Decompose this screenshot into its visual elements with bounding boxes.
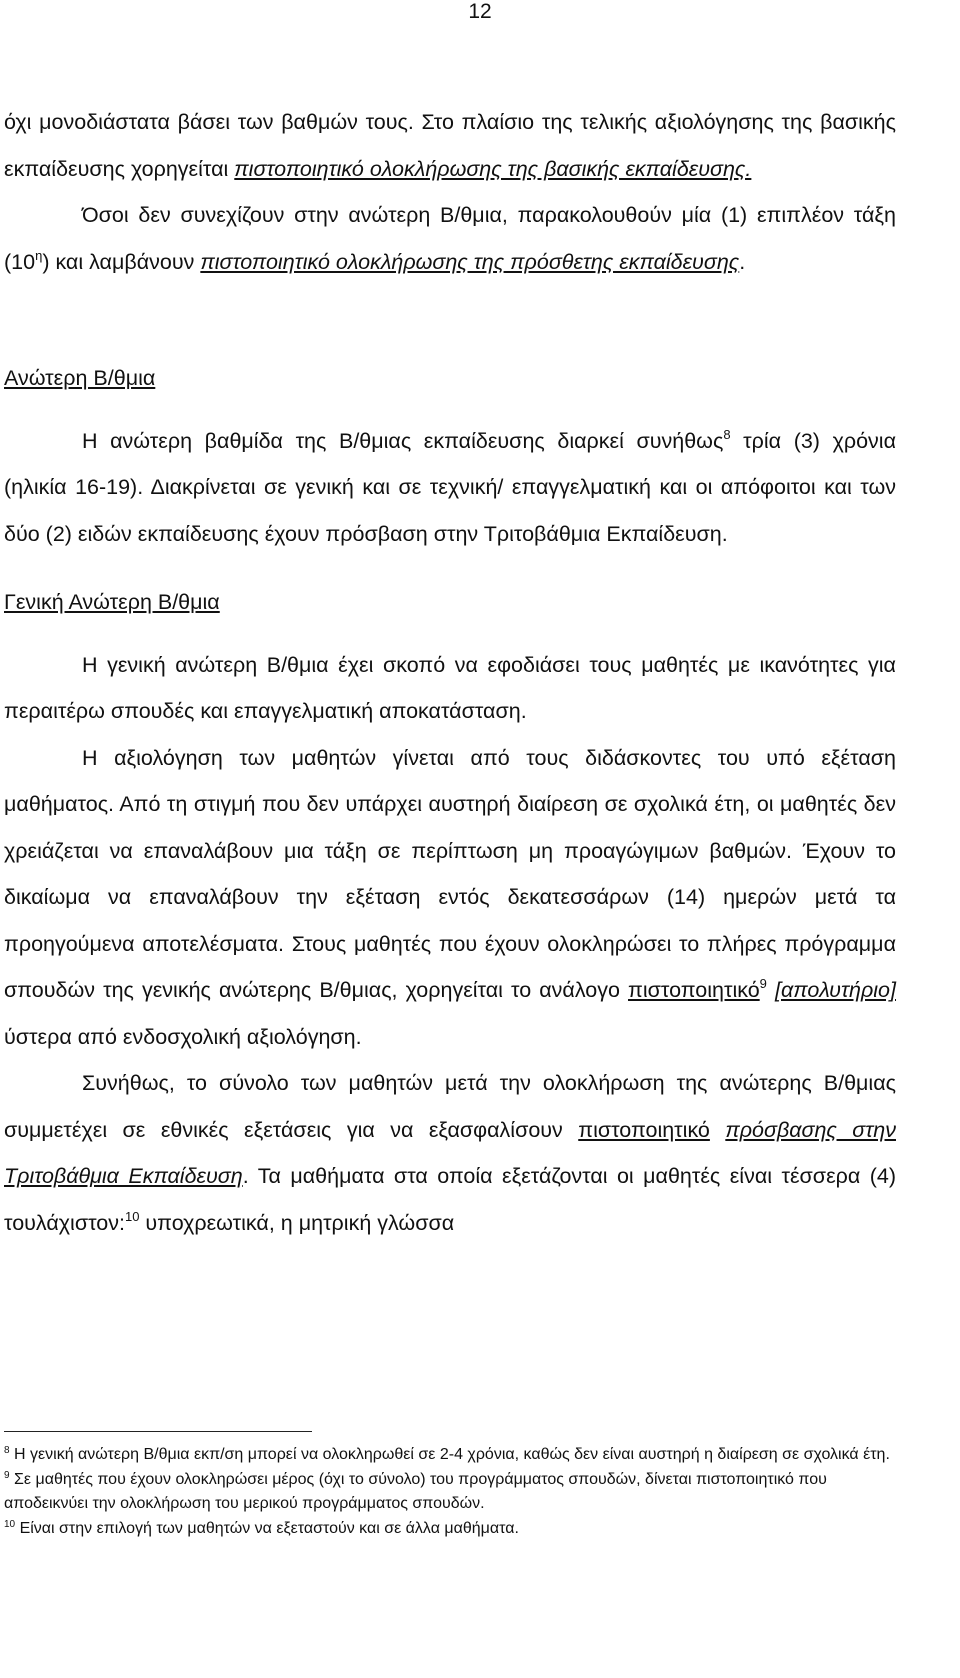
paragraph-basic-education-certificate [4, 99, 896, 192]
paragraph-text [710, 1118, 725, 1142]
footnote-number: 8 [4, 1445, 10, 1456]
basic-education-certificate-term: πιστοποιητικό ολοκλήρωσης της βασικής εκπαίδευσης. [234, 156, 752, 181]
additional-education-certificate-term: πιστοποιητικό ολοκλήρωσης της πρόσθετης εκπαίδευσης [200, 249, 740, 274]
apolytirio-term: [απολυτήριο] [774, 978, 896, 1002]
footnotes-section [4, 1431, 896, 1541]
paragraph-text: Η ανώτερη βαθμίδα της Β/θμιας εκπαίδευσης διαρκεί συνήθως [82, 428, 724, 453]
paragraph-general-purpose: Η γενική ανώτερη Β/θμια έχει σκοπό να εφοδιάσει τους μαθητές με ικανότητες για περαιτέρω σπουδές και επαγγελματική αποκατάσταση. [4, 652, 896, 723]
footnote-9 [4, 1468, 896, 1517]
footnote-text: Σε μαθητές που έχουν ολοκληρώσει μέρος (όχι το σύνολο) του προγράμματος σπουδών, δίνεται πιστοποιητικό που αποδεικνύει την ολοκλήρωση του μερικού προγράμματος σπουδών. [4, 1470, 827, 1512]
footnote-8 [4, 1443, 896, 1468]
paragraph-text: Όσοι δεν συνεχίζουν στην ανώτερη Β/θμια, παρακολουθούν μία (1) επιπλέον τάξη (10 [4, 203, 896, 274]
footnote-text: Η γενική ανώτερη Β/θμια εκπ/ση μπορεί να ολοκληρωθεί σε 2-4 χρόνια, καθώς δεν είναι αυστηρή η διαίρεση σε σχολικά έτη. [9, 1446, 890, 1463]
footnote-number: 10 [4, 1518, 16, 1530]
paragraph-text: όχι μονοδιάστατα βάσει των βαθμών τους. Στο πλαίσιο της τελικής αξιολόγησης της βασικής εκπαίδευσης χορηγείται [4, 110, 896, 181]
paragraph-text: . Τα μαθήματα στα οποία εξετάζονται οι μαθητές είναι τέσσερα (4) τουλάχιστον: [4, 1164, 897, 1235]
footnote-text: Είναι στην επιλογή των μαθητών να εξεταστούν και σε άλλα μαθήματα. [15, 1519, 519, 1537]
footnote-ref-9[interactable]: 9 [759, 976, 767, 991]
paragraph-national-exams [4, 1060, 896, 1246]
document-body [4, 99, 896, 1246]
section-heading-general-upper-secondary: Γενική Ανώτερη Β/θμια [4, 590, 220, 614]
paragraph-text: ) και λαμβάνουν [42, 249, 201, 274]
paragraph-assessment [4, 735, 896, 1061]
ordinal-superscript: η [35, 247, 43, 263]
footnote-number: 9 [4, 1469, 10, 1481]
paragraph-text [767, 978, 775, 1002]
paragraph-text: ύστερα από ενδοσχολική αξιολόγηση. [4, 1024, 362, 1049]
paragraph-text: Η αξιολόγηση των μαθητών γίνεται από τους διδάσκοντες του υπό εξέταση μαθήματος. Από τη στιγμή που δεν υπάρχει αυστηρή διαίρεση σε σχολικά έτη, οι μαθητές δεν χρειάζεται να επαναλάβουν μια τάξη σε περίπτωση μη προαγώγιμων βαθμών. Έχουν το δικαίωμα να επαναλάβουν την εξέταση εντός δεκατεσσάρων (14) ημερών μετά τα προηγούμενα αποτελέσματα. Στους μαθητές που έχουν ολοκληρώσει το πλήρες πρόγραμμα σπουδών της γενικής ανώτερης Β/θμιας, χορηγείται το ανάλογο [4, 745, 896, 1002]
footnote-10 [4, 1517, 896, 1542]
access-certificate-term: πιστοποιητικό [578, 1117, 710, 1142]
tertiary-access-term: πρόσβασης στην Τριτοβάθμια Εκπαίδευση [4, 1117, 896, 1188]
footnote-ref-10[interactable]: 10 [124, 1208, 140, 1224]
footnote-ref-8[interactable]: 8 [723, 426, 731, 442]
section-heading-upper-secondary: Ανώτερη Β/θμια [4, 366, 156, 390]
paragraph-text: Συνήθως, το σύνολο των μαθητών μετά την ολοκλήρωση της ανώτερης Β/θμιας συμμετέχει σε εθνικές εξετάσεις για να εξασφαλίσουν [4, 1071, 896, 1142]
certificate-term: πιστοποιητικό [628, 978, 760, 1002]
page-number: 12 [468, 0, 492, 23]
paragraph-additional-year [4, 192, 896, 285]
paragraph-text: υποχρεωτικά, η μητρική γλώσσα [139, 1210, 455, 1235]
paragraph-text: τρία (3) χρόνια (ηλικία 16-19). Διακρίνεται σε γενική και σε τεχνική/ επαγγελματική και οι απόφοιτοι και των δύο (2) ειδών εκπαίδευσης έχουν πρόσβαση στην Τριτοβάθμια Εκπαίδευση. [4, 428, 896, 546]
paragraph-upper-secondary-duration [4, 418, 896, 558]
footnote-separator [4, 1431, 312, 1432]
paragraph-text: . [739, 249, 746, 274]
